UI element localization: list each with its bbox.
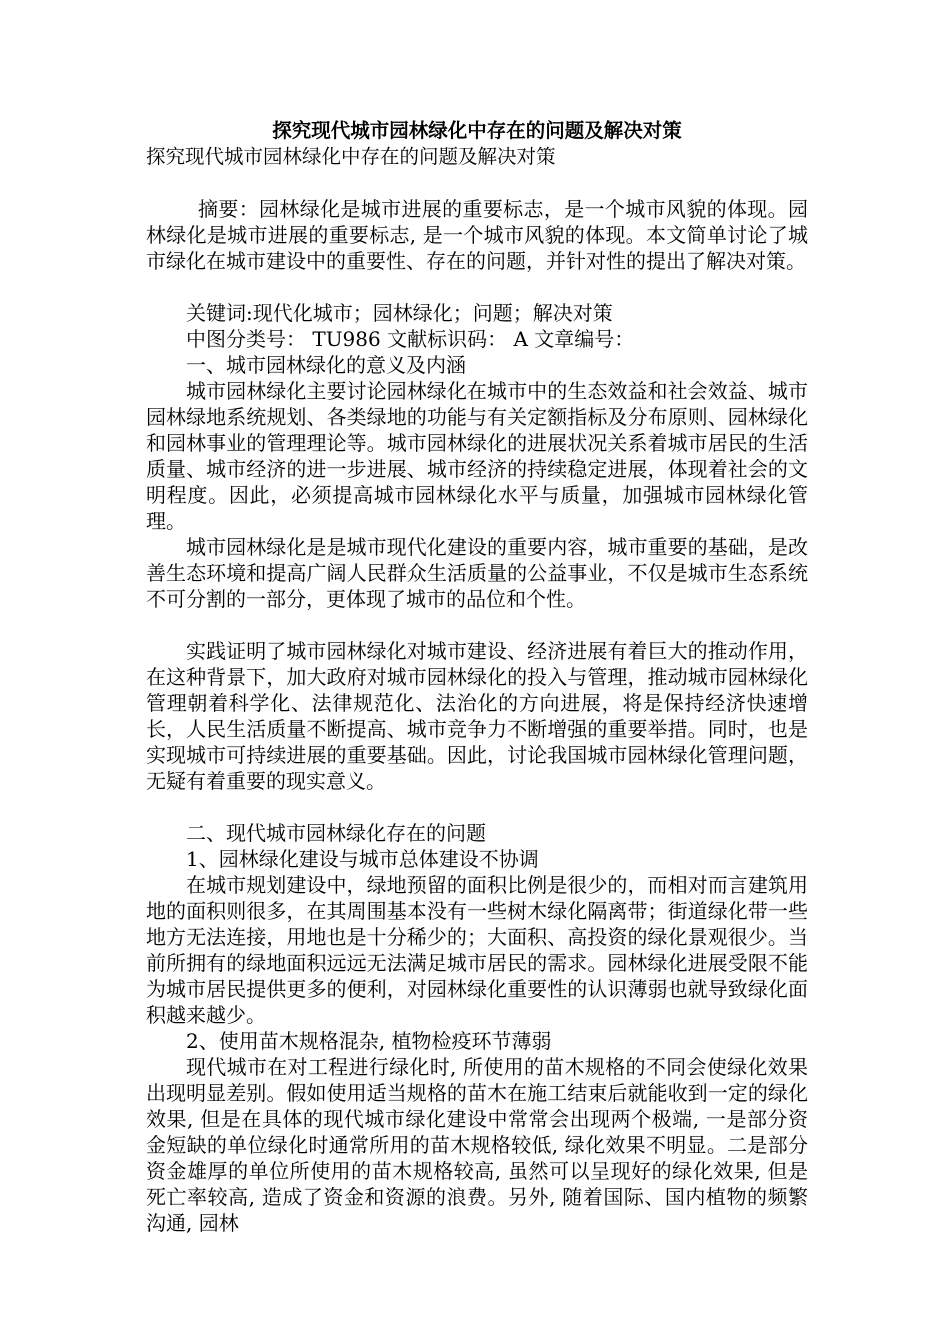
- spacer: [146, 612, 808, 638]
- subsection-2-paragraph: 现代城市在对工程进行绿化时, 所使用的苗木规格的不同会使绿化效果出现明显差别。假如使用适当规格的苗木在施工结束后就能收到一定的绿化效果, 但是在具体的现代城市绿化建设中常常会出现两个极端, 一是部分资金短缺的单位绿化时通常所用的苗木规格较低, 绿化效果不明显。二是部分资金雄厚的单位所使用的苗木规格较高, 虽然可以呈现好的绿化效果, 但是死亡率较高, 造成了资金和资源的浪费。另外, 随着国际、国内植物的频繁沟通, 园林: [146, 1055, 808, 1235]
- keywords-line: 关键词:现代化城市；园林绿化；问题；解决对策: [186, 301, 613, 325]
- subsection-2-heading: 2、使用苗木规格混杂, 植物检疫环节薄弱: [186, 1029, 552, 1053]
- spacer: [146, 794, 808, 820]
- section-1-paragraph-3: 实践证明了城市园林绿化对城市建设、经济进展有着巨大的推动作用，在这种背景下，加大政府对城市园林绿化的投入与管理，推动城市园林绿化管理朝着科学化、法律规范化、法治化的方向进展，将是保持经济快速增长，人民生活质量不断提高、城市竞争力不断增强的重要举措。同时，也是实现城市可持续进展的重要基础。因此，讨论我国城市园林绿化管理问题，无疑有着重要的现实意义。: [146, 639, 808, 793]
- abstract-paragraph: 摘要：园林绿化是城市进展的重要标志，是一个城市风貌的体现。园林绿化是城市进展的重要标志, 是一个城市风貌的体现。本文简单讨论了城市绿化在城市建设中的重要性、存在的问题，并针对性的提出了解决对策。: [146, 197, 808, 273]
- section-2-heading: 二、现代城市园林绿化存在的问题: [186, 821, 486, 845]
- spacer: [146, 170, 808, 196]
- section-1-paragraph-2: 城市园林绿化是是城市现代化建设的重要内容，城市重要的基础，是改善生态环境和提高广阔人民群众生活质量的公益事业，不仅是城市生态系统不可分割的一部分，更体现了城市的品位和个性。: [146, 535, 808, 611]
- subsection-1-heading: 1、园林绿化建设与城市总体建设不协调: [186, 847, 539, 871]
- section-1-paragraph-1: 城市园林绿化主要讨论园林绿化在城市中的生态效益和社会效益、城市园林绿地系统规划、各类绿地的功能与有关定额指标及分布原则、园林绿化和园林事业的管理理论等。城市园林绿化的进展状况关系着城市居民的生活质量、城市经济的进一步进展、城市经济的持续稳定进展，体现着社会的文明程度。因此，必须提高城市园林绿化水平与质量，加强城市园林绿化管理。: [146, 379, 808, 533]
- spacer: [146, 274, 808, 300]
- section-1-heading: 一、城市园林绿化的意义及内涵: [186, 353, 466, 377]
- document-subtitle: 探究现代城市园林绿化中存在的问题及解决对策: [146, 145, 556, 168]
- classification-line: 中图分类号： TU986 文献标识码： A 文章编号：: [186, 327, 635, 351]
- document-page: [146, 118, 808, 1236]
- subsection-1-paragraph: 在城市规划建设中，绿地预留的面积比例是很少的，而相对而言建筑用地的面积则很多，在其周围基本没有一些树木绿化隔离带；街道绿化带一些地方无法连接，用地也是十分稀少的；大面积、高投资的绿化景观很少。当前所拥有的绿地面积远远无法满足城市居民的需求。园林绿化进展受限不能为城市居民提供更多的便利，对园林绿化重要性的认识薄弱也就导致绿化面积越来越少。: [146, 873, 808, 1027]
- document-title: 探究现代城市园林绿化中存在的问题及解决对策: [272, 119, 682, 142]
